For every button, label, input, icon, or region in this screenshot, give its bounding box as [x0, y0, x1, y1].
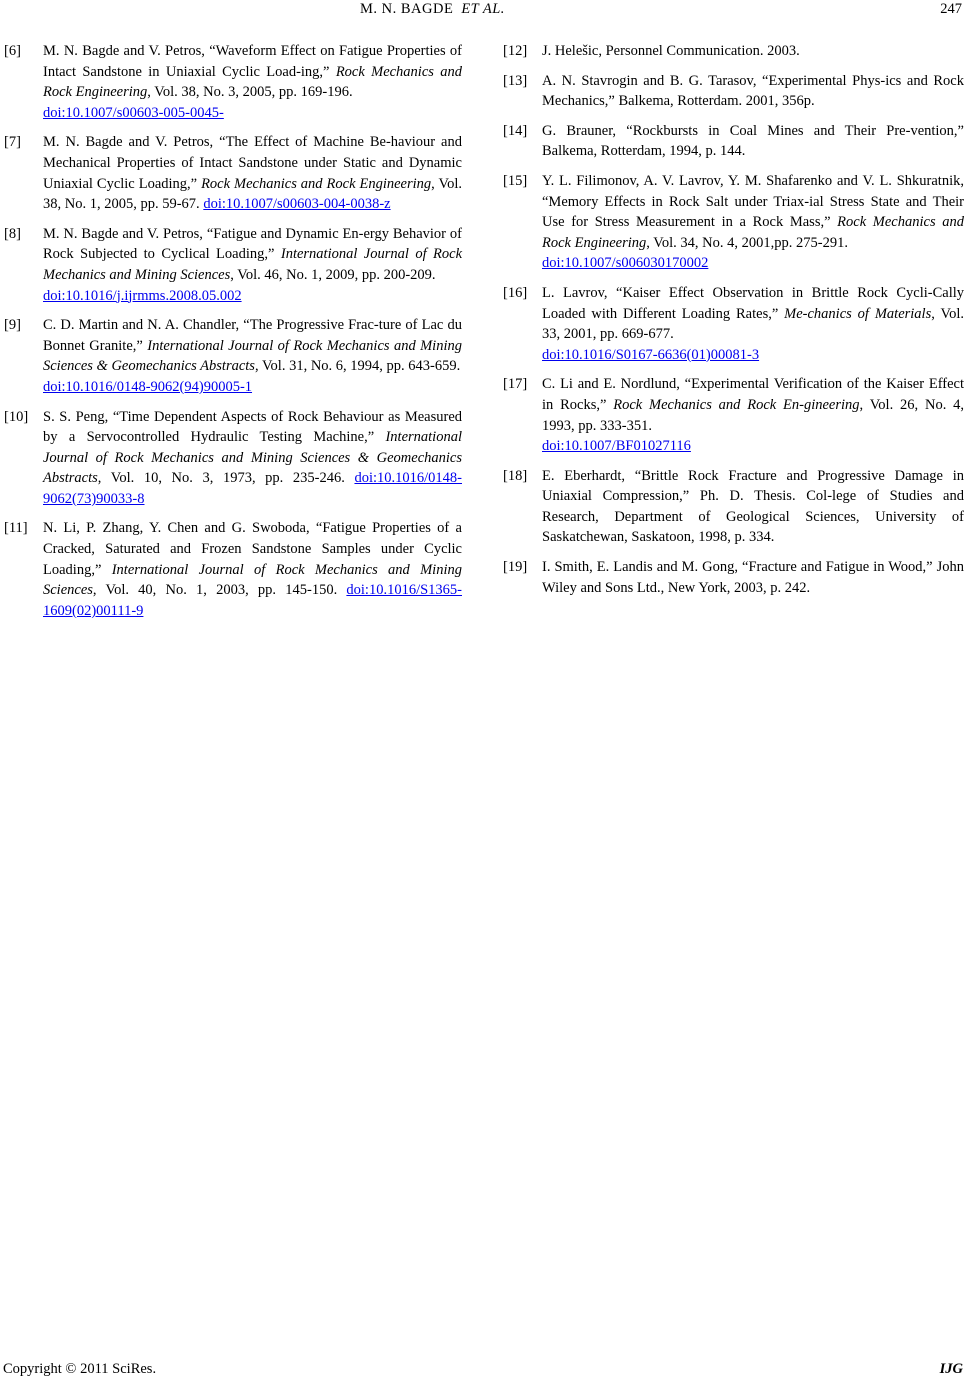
reference-details: , Vol. 31, No. 6, 1994, pp. 643-659.: [254, 358, 461, 375]
reference-number: [19]: [503, 559, 528, 576]
reference-authors-title: M. N. Bagde and V. Petros, “Fatigue and Dynamic En-ergy Behavior of Rock Subjected to Cyclical Loading,”: [43, 225, 462, 263]
reference-number: [9]: [4, 317, 21, 334]
reference-details: , Vol. 38, No. 1, 2005, pp. 59-67.: [43, 175, 462, 213]
reference-source: International Journal of Rock Mechanics and Mining Sciences: [43, 246, 462, 283]
copyright-notice: Copyright © 2011 SciRes.: [3, 1361, 157, 1377]
reference-authors-title: N. Li, P. Zhang, Y. Chen and G. Swoboda, “Fatigue Properties of a Cracked, Saturated and Frozen Sandstone Samples under Cyclic Loading,”: [43, 520, 462, 578]
reference-authors-title: J. Helešic, Personnel Communication. 2003.: [542, 43, 800, 59]
reference-entry: [4, 407, 462, 510]
reference-authors-title: L. Lavrov, “Kaiser Effect Observation in Brittle Rock Cycli-Cally Loaded with Different Loading Rates,”: [542, 284, 964, 322]
reference-authors-title: M. N. Bagde and V. Petros, “The Effect of Machine Be-haviour and Mechanical Properties of Intact Sandstone under Static and Dynamic Uniaxial Cyclic Loading,”: [43, 134, 462, 192]
reference-text: [43, 317, 462, 397]
reference-number: [17]: [503, 376, 528, 393]
reference-details: , Vol. 40, No. 1, 2003, pp. 145-150.: [92, 582, 347, 599]
running-title: M. N. BAGDE ET AL.: [360, 1, 505, 17]
reference-authors-title: C. D. Martin and N. A. Chandler, “The Progressive Frac-ture of Lac du Bonnet Granite,”: [43, 317, 462, 354]
reference-entry: [4, 132, 462, 214]
reference-text: [542, 73, 964, 110]
reference-entry: [503, 41, 964, 62]
reference-source: Rock Mechanics and Rock Engineering: [542, 214, 964, 251]
doi-link[interactable]: doi:10.1016/S0167-6636(01)00081-3: [542, 346, 760, 363]
reference-authors-title: C. Li and E. Nordlund, “Experimental Verification of the Kaiser Effect in Rocks,”: [542, 376, 964, 413]
reference-source: Rock Mechanics and Rock En-gineering: [613, 396, 860, 413]
reference-details: , Vol. 33, 2001, pp. 669-677.: [542, 305, 964, 343]
reference-source: International Journal of Rock Mechanics and Mining Sciences: [43, 561, 462, 599]
reference-number: [14]: [503, 122, 528, 139]
reference-number: [6]: [4, 43, 21, 59]
reference-authors-title: Y. L. Filimonov, A. V. Lavrov, Y. M. Shafarenko and V. L. Shkuratnik, “Memory Effects in Rock Salt under Triax-ial Stress State and Their Use for Stress Measurement in a Rock Mass,”: [542, 172, 964, 231]
page-header: [0, 1, 965, 21]
reference-number: [12]: [503, 43, 528, 59]
reference-text: [542, 559, 964, 596]
reference-details: , Vol. 38, No. 3, 2005, pp. 169-196.: [147, 84, 353, 101]
reference-entry: [503, 71, 964, 112]
page-number: 247: [940, 1, 962, 17]
reference-text: [542, 173, 964, 274]
reference-entry: [4, 518, 462, 621]
reference-source: International Journal of Rock Mechanics and Mining Sciences & Geomechanics Abstracts: [43, 337, 462, 375]
reference-source: Me-chanics of Materials: [784, 305, 932, 322]
reference-entry: [4, 41, 462, 123]
references-right-column: [503, 41, 964, 607]
reference-number: [18]: [503, 467, 528, 484]
reference-number: [13]: [503, 72, 528, 89]
journal-abbrev: IJG: [939, 1361, 963, 1377]
reference-text: [43, 43, 462, 123]
reference-entry: [503, 171, 964, 274]
reference-number: [7]: [4, 134, 21, 151]
reference-entry: [503, 283, 964, 365]
reference-entry: [503, 557, 964, 598]
doi-link[interactable]: doi:10.1007/s006030170002: [542, 255, 709, 272]
reference-text: [542, 468, 964, 546]
reference-details: , Vol. 10, No. 3, 1973, pp. 235-246.: [97, 470, 355, 487]
reference-number: [16]: [503, 284, 528, 301]
reference-entry: [4, 224, 462, 306]
reference-text: [542, 43, 800, 59]
doi-link[interactable]: doi:10.1016/S1365-1609(02)00111-9: [43, 582, 462, 619]
reference-text: [43, 226, 462, 306]
reference-entry: [503, 121, 964, 162]
reference-entry: [503, 374, 964, 456]
doi-link[interactable]: doi:10.1016/j.ijrmms.2008.05.002: [43, 287, 242, 304]
reference-number: [8]: [4, 225, 21, 242]
doi-link[interactable]: doi:10.1016/0148-9062(73)90033-8: [43, 470, 462, 507]
reference-details: , Vol. 34, No. 4, 2001,pp. 275-291.: [646, 234, 848, 251]
page-footer: [3, 1361, 963, 1378]
reference-authors-title: G. Brauner, “Rockbursts in Coal Mines and Their Pre-vention,” Balkema, Rotterdam, 1994, p. 144.: [542, 122, 964, 160]
doi-link[interactable]: doi:10.1016/0148-9062(94)90005-1: [43, 378, 253, 395]
reference-details: , Vol. 46, No. 1, 2009, pp. 200-209.: [230, 266, 436, 283]
reference-text: [542, 285, 964, 365]
reference-text: [43, 520, 462, 618]
reference-authors-title: S. S. Peng, “Time Dependent Aspects of Rock Behaviour as Measured by a Servocontrolled Hydraulic Testing Machine,”: [43, 408, 462, 446]
doi-link[interactable]: doi:10.1007/s00603-004-0038-z: [203, 196, 391, 213]
reference-source: International Journal of Rock Mechanics and Mining Sciences & Geomechanics Abstracts: [43, 429, 462, 487]
reference-number: [11]: [4, 520, 28, 537]
reference-number: [10]: [4, 408, 29, 425]
reference-authors-title: M. N. Bagde and V. Petros, “Waveform Effect on Fatigue Properties of Intact Sandstone in Uniaxial Cyclic Load-ing,”: [43, 43, 462, 80]
reference-text: [542, 123, 964, 160]
doi-link[interactable]: doi:10.1007/s00603-005-0045-: [43, 104, 224, 121]
reference-authors-title: A. N. Stavrogin and B. G. Tarasov, “Experimental Phys-ics and Rock Mechanics,” Balkema, Rotterdam. 2001, 356p.: [542, 72, 964, 110]
reference-number: [15]: [503, 172, 528, 189]
reference-text: [542, 376, 964, 456]
reference-entry: [4, 315, 462, 397]
reference-text: [43, 134, 462, 212]
reference-source: Rock Mechanics and Rock Engineering: [201, 175, 432, 192]
doi-link[interactable]: doi:10.1007/BF01027116: [542, 438, 691, 455]
reference-source: Rock Mechanics and Rock Engineering: [43, 63, 462, 101]
reference-text: [43, 409, 462, 507]
reference-authors-title: I. Smith, E. Landis and M. Gong, “Fracture and Fatigue in Wood,” John Wiley and Sons Ltd., New York, 2003, p. 242.: [542, 559, 964, 596]
reference-entry: [503, 466, 964, 548]
references-left-column: [4, 41, 462, 630]
reference-authors-title: E. Eberhardt, “Brittle Rock Fracture and Progressive Damage in Uniaxial Compression,” Ph. D. Thesis. Col-lege of Studies and Research, Department of Geological Sciences, University of Saskatchewan, Saskatoon, 1998, p. 334.: [542, 467, 964, 546]
reference-details: , Vol. 26, No. 4, 1993, pp. 333-351.: [542, 396, 965, 434]
